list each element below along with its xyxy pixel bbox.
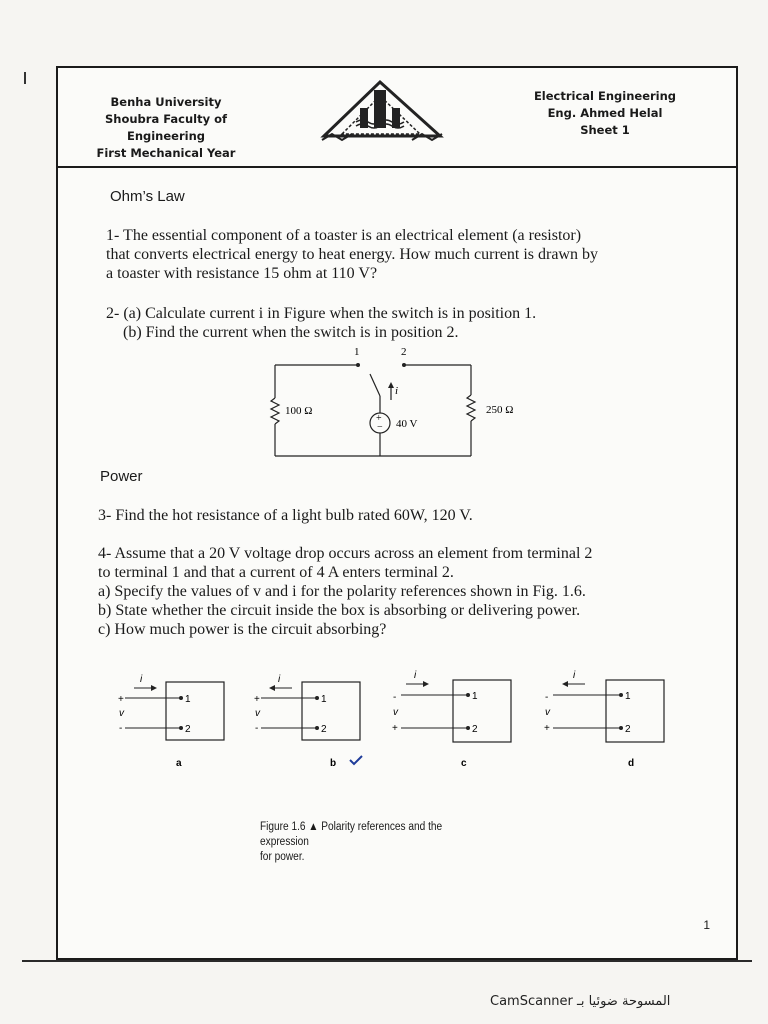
question-4-line: 4- Assume that a 20 V voltage drop occurs across an element from terminal 2 [98, 545, 593, 562]
svg-text:v: v [545, 707, 550, 718]
margin-mark [24, 72, 26, 84]
panel-label-c: c [461, 758, 467, 769]
current-label: i [395, 385, 399, 397]
question-4-line: to terminal 1 and that a current of 4 A enters terminal 2. [98, 564, 454, 581]
resistor-100-label: 100 Ω [285, 405, 313, 417]
svg-text:1: 1 [321, 694, 327, 705]
question-2-line: 2- (a) Calculate current i in Figure when the switch is in position 1. [106, 305, 537, 322]
question-4-line: a) Specify the values of v and i for the polarity references shown in Fig. 1.6. [98, 583, 586, 600]
figure-panel-b [254, 674, 362, 769]
question-1-line: a toaster with resistance 15 ohm at 110 V? [106, 265, 378, 282]
svg-text:+: + [118, 694, 124, 705]
question-3 [98, 506, 473, 525]
svg-text:2: 2 [321, 724, 327, 735]
svg-text:2: 2 [472, 724, 478, 735]
scan-edge-line [22, 960, 752, 962]
section-ohms-law: Ohm’s Law [110, 188, 185, 205]
svg-text:2: 2 [625, 724, 631, 735]
question-2-line: (b) Find the current when the switch is in position 2. [123, 324, 459, 341]
svg-text:v: v [393, 707, 398, 718]
question-4-line: c) How much power is the circuit absorbing? [98, 621, 387, 638]
resistor-250-label: 250 Ω [486, 404, 514, 416]
panel-label-a: a [176, 758, 182, 769]
question-1-line: that converts electrical energy to heat energy. How much current is drawn by [106, 246, 598, 263]
svg-text:+: + [392, 723, 398, 734]
svg-text:-: - [545, 692, 549, 703]
question-4-line: b) State whether the circuit inside the box is absorbing or delivering power. [98, 602, 581, 619]
source-voltage-label: 40 V [396, 418, 418, 430]
svg-text:v: v [255, 708, 260, 719]
svg-text:2: 2 [185, 724, 191, 735]
svg-text:-: - [255, 723, 259, 734]
resistor-100-icon [271, 398, 279, 424]
svg-text:i: i [414, 670, 417, 681]
svg-text:-: - [393, 692, 397, 703]
svg-text:1: 1 [625, 691, 631, 702]
camscanner-watermark: CamScanner المسوحة ضوئيا بـ [490, 994, 671, 1009]
panel-label-b: b [330, 758, 337, 769]
sheet-frame [56, 66, 738, 960]
switch-position-2: 2 [401, 346, 407, 358]
svg-text:−: − [377, 422, 383, 433]
section-power: Power [100, 468, 143, 485]
svg-text:-: - [119, 723, 123, 734]
switch-circuit-diagram [271, 346, 513, 456]
figure-panel-d [544, 670, 664, 769]
switch-position-1: 1 [354, 346, 360, 358]
university-name: Benha University [110, 95, 222, 109]
check-mark-icon [350, 756, 362, 764]
year-label: First Mechanical Year [96, 146, 236, 160]
figure-panel-c [392, 670, 511, 769]
instructor-name: Eng. Ahmed Helal [547, 106, 663, 120]
svg-text:1: 1 [472, 691, 478, 702]
svg-text:1: 1 [185, 694, 191, 705]
question-4 [98, 544, 592, 639]
svg-text:i: i [573, 670, 576, 681]
figure-caption: Figure 1.6 ▲ Polarity references and the expression for power. [260, 821, 443, 863]
figure-panel-a [118, 674, 224, 769]
svg-text:i: i [140, 674, 143, 685]
svg-text:+: + [254, 694, 260, 705]
svg-text:v: v [119, 708, 124, 719]
resistor-250-icon [467, 395, 475, 421]
faculty-name: Shoubra Faculty of Engineering [104, 112, 227, 143]
svg-text:i: i [278, 674, 281, 685]
page-number: 1 [703, 918, 710, 932]
department-name: Electrical Engineering [533, 89, 677, 103]
svg-text:+: + [544, 723, 550, 734]
panel-label-d: d [628, 758, 635, 769]
question-1-line: 1- The essential component of a toaster is an electrical element (a resistor) [106, 227, 582, 244]
figure-1-6 [118, 670, 664, 769]
sheet-number: Sheet 1 [580, 123, 630, 137]
svg-text:+: + [376, 413, 382, 424]
question-3-line: 3- Find the hot resistance of a light bulb rated 60W, 120 V. [98, 507, 473, 524]
